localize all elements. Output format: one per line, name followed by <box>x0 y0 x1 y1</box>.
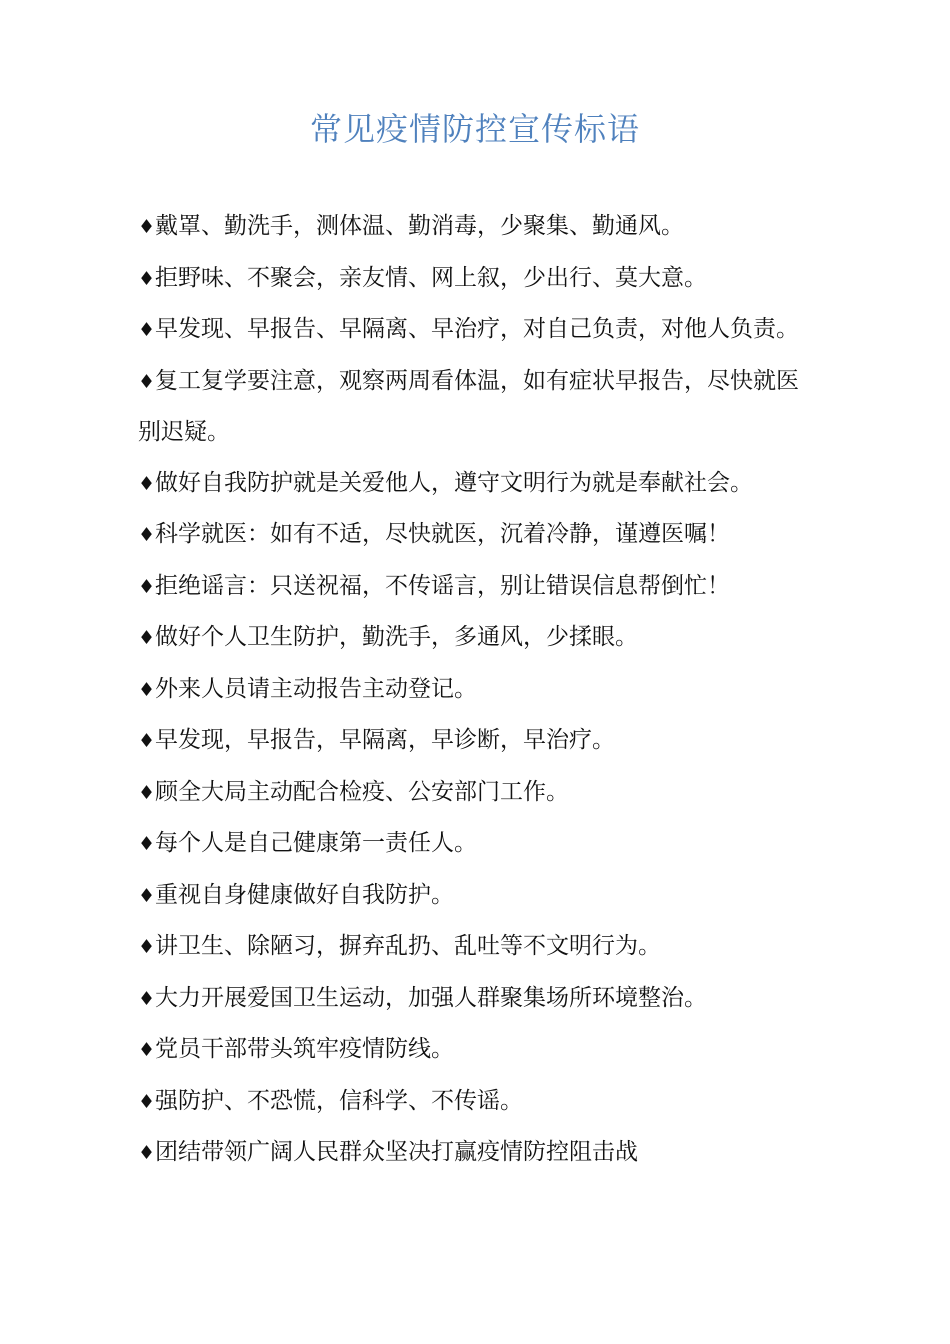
slogan-text: 党员干部带头筑牢疫情防线。 <box>155 1036 455 1062</box>
slogan-text: 讲卫生、除陋习，摒弃乱扔、乱吐等不文明行为。 <box>155 933 662 959</box>
diamond-bullet-icon: ♦ <box>138 575 156 598</box>
slogan-text: 重视自身健康做好自我防护。 <box>155 881 455 908</box>
slogan-text: 每个人是自己健康第一责任人。 <box>155 830 478 856</box>
slogan-item <box>138 921 818 973</box>
diamond-bullet-icon: ♦ <box>138 524 156 546</box>
slogan-item <box>138 458 818 510</box>
slogan-text: 早发现，早报告，早隔离，早诊断，早治疗。 <box>155 727 616 753</box>
slogan-item <box>138 1024 818 1076</box>
slogan-list <box>138 201 818 1179</box>
diamond-bullet-icon: ♦ <box>138 833 156 855</box>
slogan-text: 团结带领广阔人民群众坚决打赢疫情防控阻击战 <box>155 1139 639 1165</box>
slogan-text: 早发现、早报告、早隔离、早治疗，对自己负责，对他人负责。 <box>155 316 800 342</box>
slogan-item <box>138 201 818 253</box>
slogan-text: 强防护、不恐慌，信科学、不传谣。 <box>155 1087 524 1114</box>
slogan-text: 拒野味、不聚会，亲友情、网上叙，少出行、莫大意。 <box>155 264 708 291</box>
slogan-item <box>138 1127 818 1179</box>
slogan-item <box>138 818 818 870</box>
diamond-bullet-icon: ♦ <box>138 987 156 1010</box>
slogan-item <box>138 1076 818 1128</box>
diamond-bullet-icon: ♦ <box>138 781 156 804</box>
slogan-text: 拒绝谣言：只送祝福，不传谣言，别让错误信息帮倒忙！ <box>155 572 731 599</box>
slogan-text: 外来人员请主动报告主动登记。 <box>155 675 478 702</box>
diamond-bullet-icon: ♦ <box>138 472 156 495</box>
diamond-bullet-icon: ♦ <box>138 884 156 907</box>
diamond-bullet-icon: ♦ <box>138 730 156 752</box>
slogan-text: 复工复学要注意，观察两周看体温，如有症状早报告，尽快就医别迟疑。 <box>138 367 800 445</box>
diamond-bullet-icon: ♦ <box>138 1142 156 1164</box>
slogan-text: 顾全大局主动配合检疫、公安部门工作。 <box>155 778 570 805</box>
slogan-item <box>138 304 818 356</box>
diamond-bullet-icon: ♦ <box>138 627 156 649</box>
diamond-bullet-icon: ♦ <box>138 216 156 238</box>
slogan-text: 戴罩、勤洗手，测体温、勤消毒，少聚集、勤通风。 <box>155 213 685 239</box>
diamond-bullet-icon: ♦ <box>138 267 156 290</box>
diamond-bullet-icon: ♦ <box>138 936 156 958</box>
slogan-text: 做好自我防护就是关爱他人，遵守文明行为就是奉献社会。 <box>155 469 754 496</box>
diamond-bullet-icon: ♦ <box>138 370 156 393</box>
slogan-item <box>138 767 818 819</box>
slogan-item <box>138 356 818 458</box>
slogan-item <box>138 870 818 922</box>
diamond-bullet-icon: ♦ <box>138 678 156 701</box>
slogan-item <box>138 612 818 664</box>
diamond-bullet-icon: ♦ <box>138 1090 156 1113</box>
slogan-text: 科学就医：如有不适，尽快就医，沉着冷静，谨遵医嘱！ <box>155 521 731 547</box>
slogan-item <box>138 973 818 1025</box>
slogan-text: 做好个人卫生防护，勤洗手，多通风，少揉眼。 <box>155 624 639 650</box>
slogan-item <box>138 509 818 561</box>
slogan-item <box>138 664 818 716</box>
slogan-item <box>138 253 818 305</box>
document-title: 常见疫情防控宣传标语 <box>309 110 640 148</box>
diamond-bullet-icon: ♦ <box>138 319 156 341</box>
diamond-bullet-icon: ♦ <box>138 1039 156 1061</box>
slogan-item <box>138 715 818 767</box>
slogan-text: 大力开展爱国卫生运动，加强人群聚集场所环境整治。 <box>155 984 708 1011</box>
slogan-item <box>138 561 818 613</box>
